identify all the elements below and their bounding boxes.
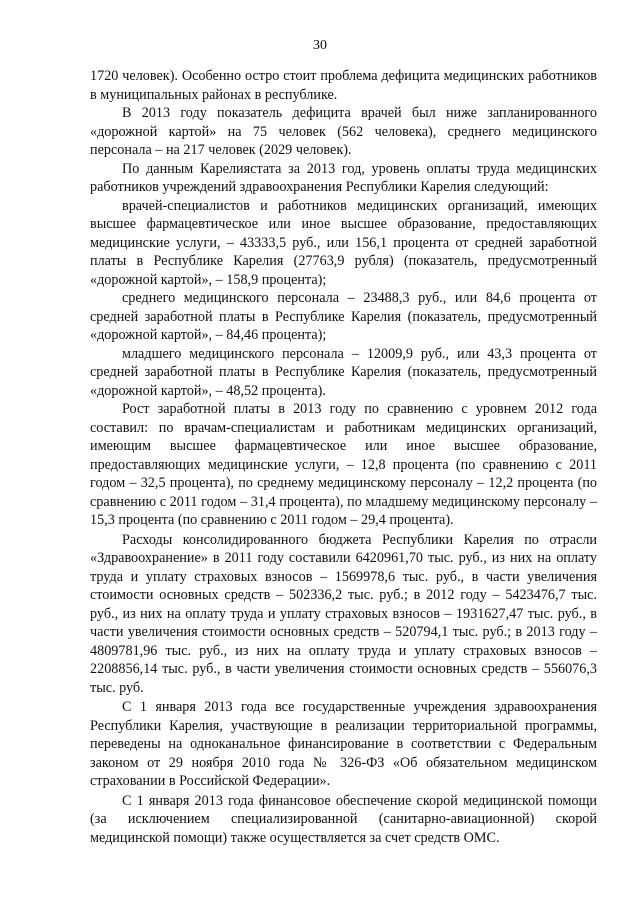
paragraph-doctor-shortage-continuation: 1720 человек). Особенно остро стоит проблема дефицита медицинских работников в муниципальных районах в республике. [90, 68, 597, 103]
paragraph-single-channel-financing: С 1 января 2013 года все государственные учреждения здравоохранения Республики Карелия, участвующие в реализации территориальной программы, переведены на одноканальное финансирование в соответствии с Федеральным законом от 29 ноября 2010 года № 326-ФЗ «Об обязательном медицинском страховании в Российской Федерации». [90, 699, 597, 789]
paragraph-salary-middle-staff: среднего медицинского персонала – 23488,3 руб., или 84,6 процента от средней заработной платы в Республике Карелия (показатель, предусмотренный «дорожной картой», – 84,46 процента); [90, 290, 597, 343]
page-number: 30 [313, 38, 327, 53]
document-body [90, 67, 597, 847]
paragraph-shortage-indicator: В 2013 году показатель дефицита врачей был ниже запланированного «дорожной картой» на 75 человек (562 человека), среднего медицинского персонала – на 217 человек (2029 человек). [90, 105, 597, 158]
paragraph-salary-junior-staff: младшего медицинского персонала – 12009,9 руб., или 43,3 процента от средней заработной платы в Республике Карелия (показатель, предусмотренный «дорожной картой», – 48,52 процента). [90, 345, 597, 399]
paragraph-salary-growth: Рост заработной платы в 2013 году по сравнению с уровнем 2012 года составил: по врачам-специалистам и работникам медицинских организаций, имеющим высшее фармацевтическое или иное высшее образование, предоставляющих медицинские услуги, – 12,8 процента (по сравнению с 2011 годом – 32,5 процента), по среднему медицинскому персоналу – 12,2 процента (по сравнению с 2011 годом – 31,4 процента), по младшему медицинскому персоналу – 15,3 процента (по сравнению с 2011 годом – 29,4 процента). [90, 401, 597, 528]
paragraph-emergency-care-financing: С 1 января 2013 года финансовое обеспечение скорой медицинской помощи (за исключением специализированной (санитарно-авиационной) скорой медицинской помощи) также осуществляется за счет средств ОМС. [90, 792, 597, 846]
paragraph-salary-doctors: врачей-специалистов и работников медицинских организаций, имеющих высшее фармацевтическое или иное высшее образование, предоставляющих медицинские услуги, – 43333,5 руб., или 156,1 процента от средней заработной платы в Республике Карелия (27763,9 рубля) (показатель, предусмотренный «дорожной картой», – 158,9 процента); [90, 197, 597, 288]
paragraph-budget-expenses: Расходы консолидированного бюджета Республики Карелия по отрасли «Здравоохранение» в 2011 году составили 6420961,70 тыс. руб., из них на оплату труда и уплату страховых взносов – 1569978,6 тыс. руб., в части увеличения стоимости основных средств – 502336,2 тыс. руб.; в 2012 году – 5423476,7 тыс. руб., из них на оплату труда и уплату страховых взносов – 1931627,47 тыс. руб., в части увеличения стоимости основных средств – 520794,1 тыс. руб.; в 2013 году – 4809781,96 тыс. руб., из них на оплату труда и уплату страховых взносов – 2208856,14 тыс. руб., в части увеличения стоимости основных средств – 556076,3 тыс. руб. [90, 531, 597, 696]
paragraph-salary-intro: По данным Карелиястата за 2013 год, уровень оплаты труда медицинских работников учреждений здравоохранения Республики Карелия следующий: [90, 160, 597, 195]
